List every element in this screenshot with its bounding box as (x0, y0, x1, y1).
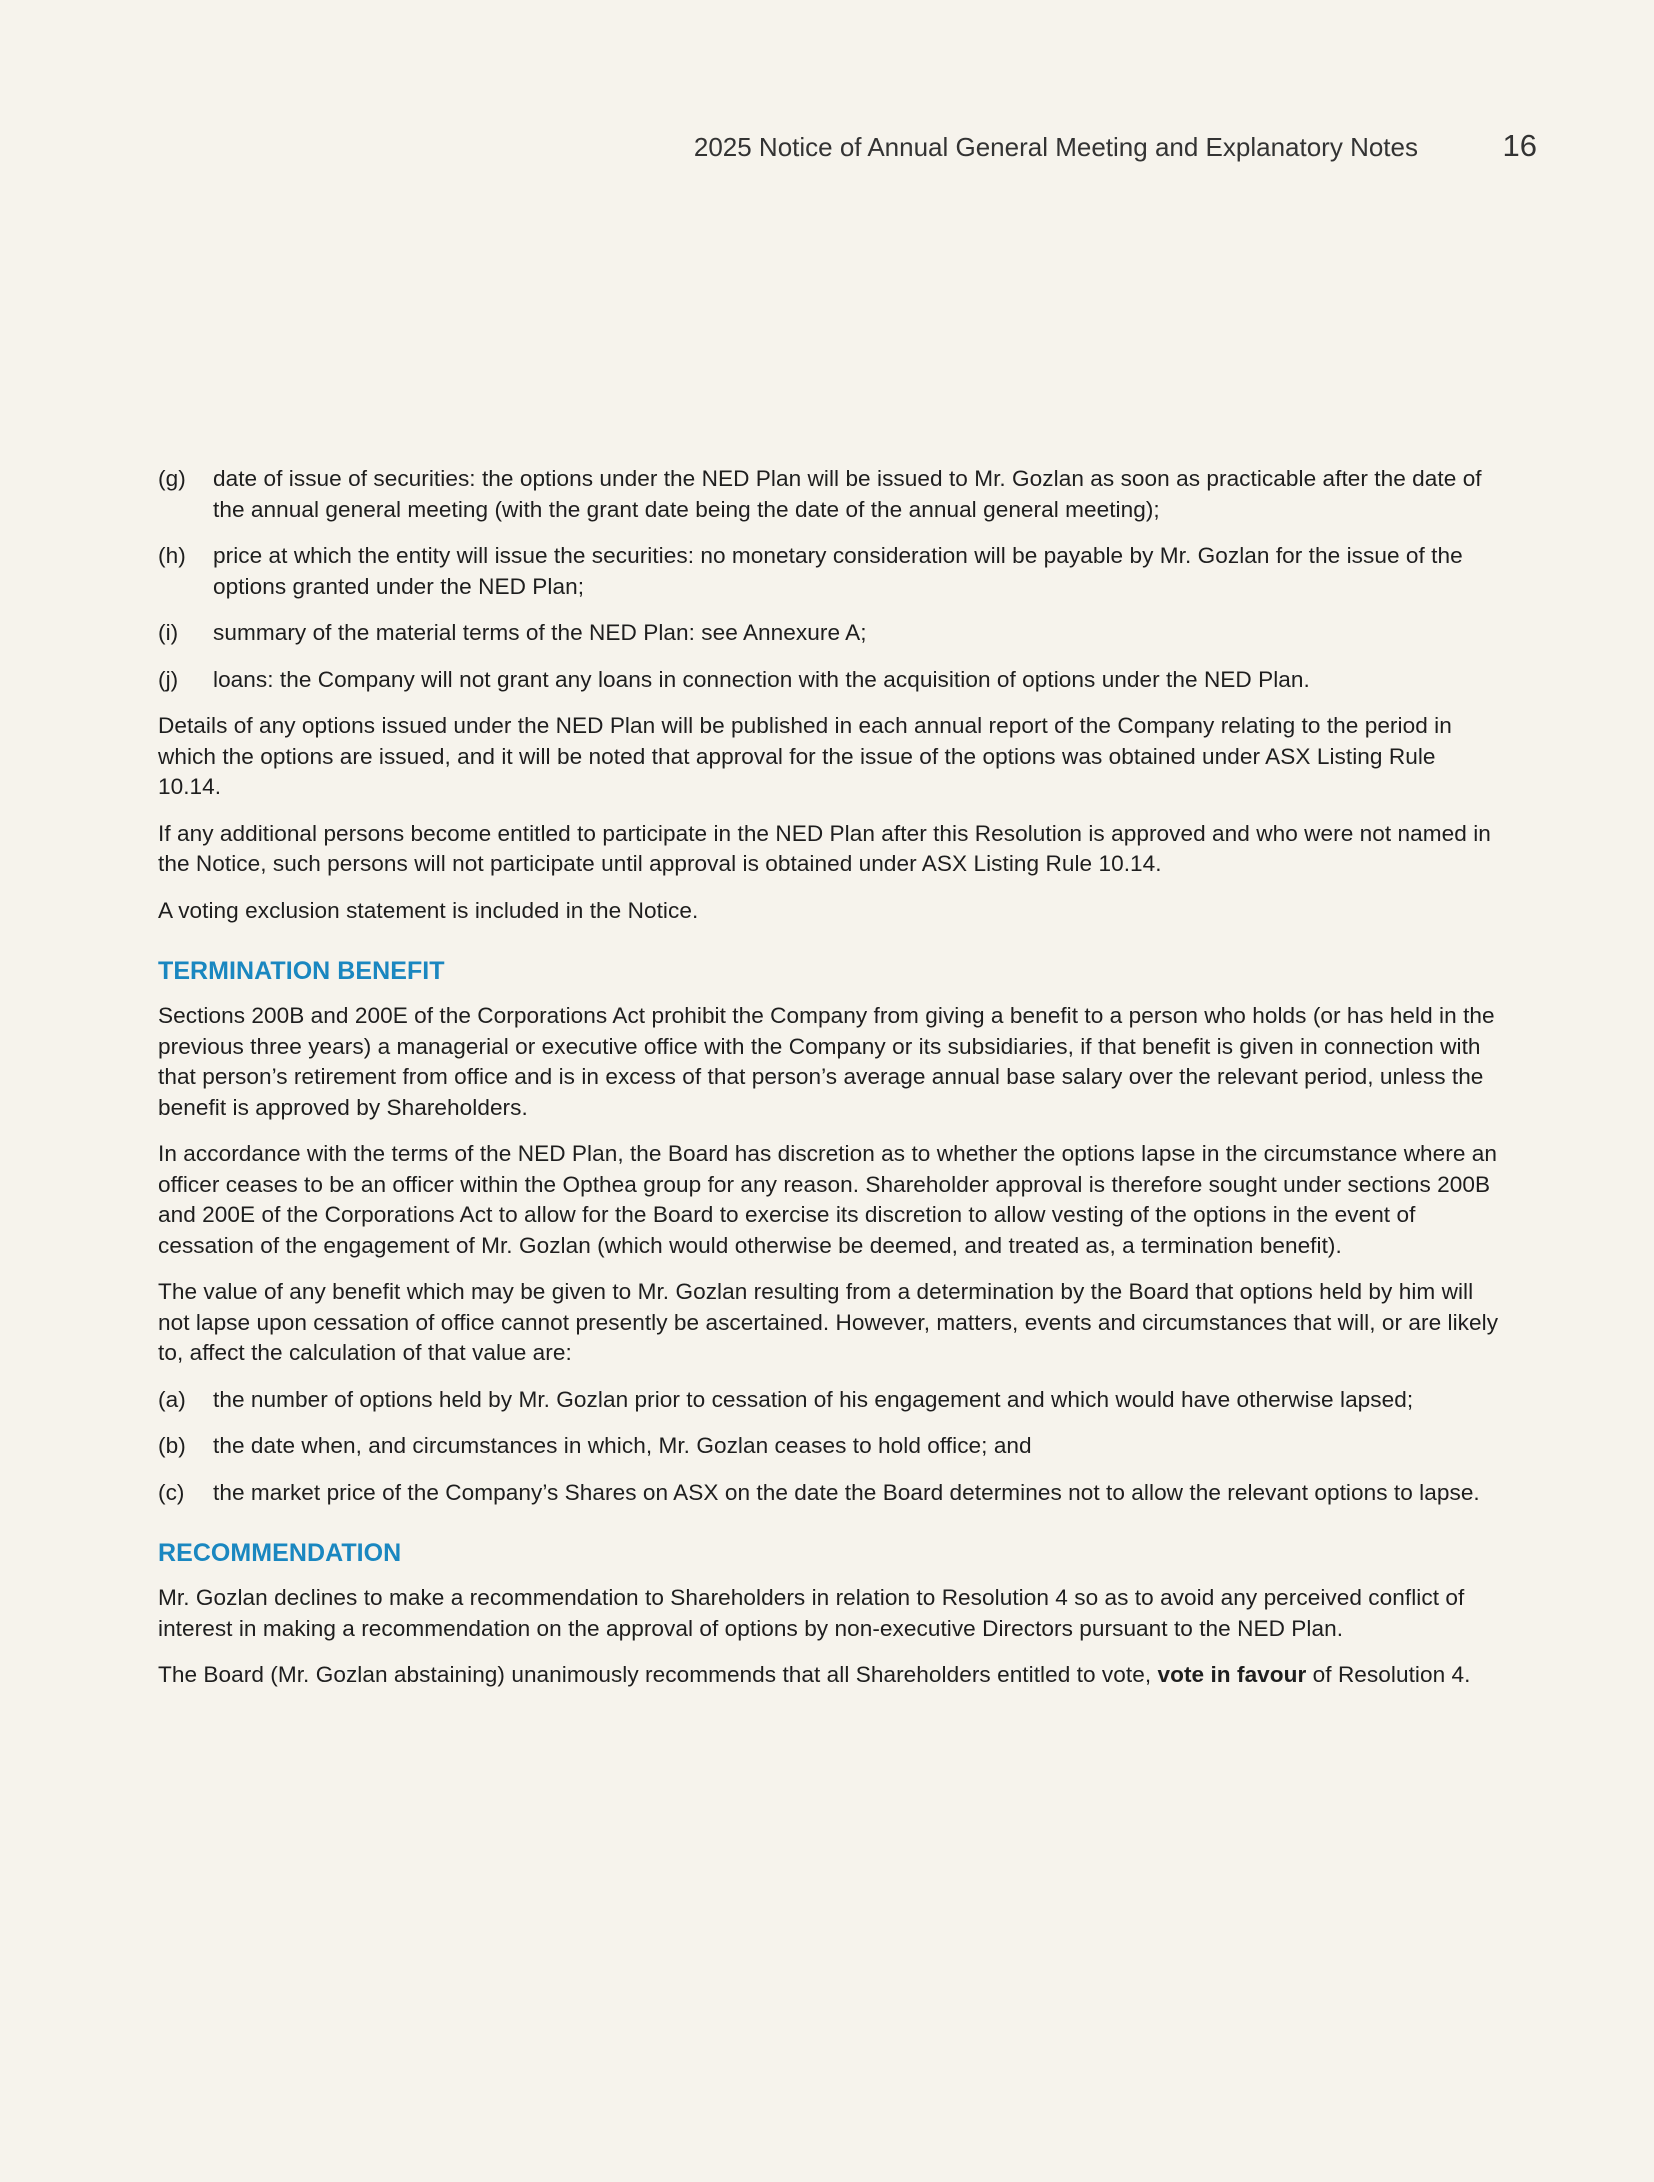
list-marker: (h) (158, 543, 186, 568)
paragraph-voting-exclusion: A voting exclusion statement is included in the Notice. (158, 897, 699, 923)
paragraph-sections-200b-200e: Sections 200B and 200E of the Corporations Act prohibit the Company from giving a benefit to a person who holds (or has held in the previous three years) a managerial or executive office with the Company or its subsidiaries, if that benefit is given in connection with that person’s retirement from office and is in excess of that person’s average annual base salary over the relevant period, unless the benefit is approved by Shareholders. (158, 1003, 1495, 1120)
list-item-text: the market price of the Company’s Shares on ASX on the date the Board determines not to allow the relevant options to lapse. (213, 1479, 1480, 1505)
list-marker: (j) (158, 666, 179, 692)
list-item (158, 618, 1503, 649)
list-item-text: loans: the Company will not grant any loans in connection with the acquisition of options under the NED Plan. (213, 666, 1310, 692)
recommendation-text-pre: The Board (Mr. Gozlan abstaining) unanimously recommends that all Shareholders entitled to vote, (158, 1662, 1158, 1687)
document-body (158, 464, 1503, 1707)
list-item-text: the number of options held by Mr. Gozlan prior to cessation of his engagement and which would have otherwise lapsed; (213, 1386, 1414, 1412)
list-item (158, 1431, 1503, 1462)
list-item (158, 665, 1503, 696)
list-item-text: price at which the entity will issue the securities: no monetary consideration will be payable by Mr. Gozlan for the issue of the options granted under the NED Plan; (213, 543, 1463, 599)
page-number: 16 (1502, 128, 1537, 163)
list-marker: (g) (158, 466, 186, 491)
list-item (158, 464, 1503, 525)
list-item (158, 541, 1503, 602)
recommendation-text-post: of Resolution 4. (1306, 1662, 1471, 1687)
paragraph-gozlan-declines: Mr. Gozlan declines to make a recommendation to Shareholders in relation to Resolution 4 so as to avoid any perceived conflict of interest in making a recommendation on the approval of options by non-executive Directors pursuant to the NED Plan. (158, 1585, 1465, 1641)
paragraph-board-discretion: In accordance with the terms of the NED Plan, the Board has discretion as to whether the options lapse in the circumstance where an officer ceases to be an officer within the Opthea group for any reason. Shareholder approval is therefore sought under sections 200B and 200E of the Corporations Act to allow for the Board to exercise its discretion to allow vesting of the options in the event of cessation of the engagement of Mr. Gozlan (which would otherwise be deemed, and treated as, a termination benefit). (158, 1141, 1498, 1258)
paragraph-benefit-value: The value of any benefit which may be given to Mr. Gozlan resulting from a determination by the Board that options held by him will not lapse upon cessation of office cannot presently be ascertained. However, matters, events and circumstances that will, or are likely to, affect the calculation of that value are: (158, 1279, 1499, 1365)
paragraph-options-publication: Details of any options issued under the NED Plan will be published in each annual report of the Company relating to the period in which the options are issued, and it will be noted that approval for the issue of the options was obtained under ASX Listing Rule 10.14. (158, 713, 1452, 799)
list-marker: (a) (158, 1386, 186, 1412)
page-header (600, 128, 1537, 168)
list-item (158, 1385, 1503, 1416)
resolution-details-list (158, 464, 1503, 695)
list-item-text: date of issue of securities: the options under the NED Plan will be issued to Mr. Gozlan as soon as practicable after the date of the annual general meeting (with the grant date being the date of the annual general meeting); (213, 466, 1482, 522)
document-title: 2025 Notice of Annual General Meeting and Explanatory Notes (693, 132, 1418, 162)
vote-in-favour-emphasis: vote in favour (1157, 1662, 1307, 1687)
paragraph-additional-persons: If any additional persons become entitled to participate in the NED Plan after this Resolution is approved and who were not named in the Notice, such persons will not participate until approval is obtained under ASX Listing Rule 10.14. (158, 820, 1491, 876)
list-marker: (c) (158, 1479, 185, 1505)
list-marker: (b) (158, 1433, 186, 1458)
list-item-text: summary of the material terms of the NED Plan: see Annexure A; (213, 620, 867, 645)
section-heading-termination-benefit: TERMINATION BENEFIT (158, 957, 445, 985)
list-item-text: the date when, and circumstances in which, Mr. Gozlan ceases to hold office; and (213, 1433, 1032, 1458)
list-item (158, 1478, 1503, 1509)
benefit-factors-list (158, 1385, 1503, 1509)
list-marker: (i) (158, 620, 179, 645)
paragraph-board-recommendation (158, 1660, 1503, 1691)
section-heading-recommendation: RECOMMENDATION (158, 1539, 402, 1567)
